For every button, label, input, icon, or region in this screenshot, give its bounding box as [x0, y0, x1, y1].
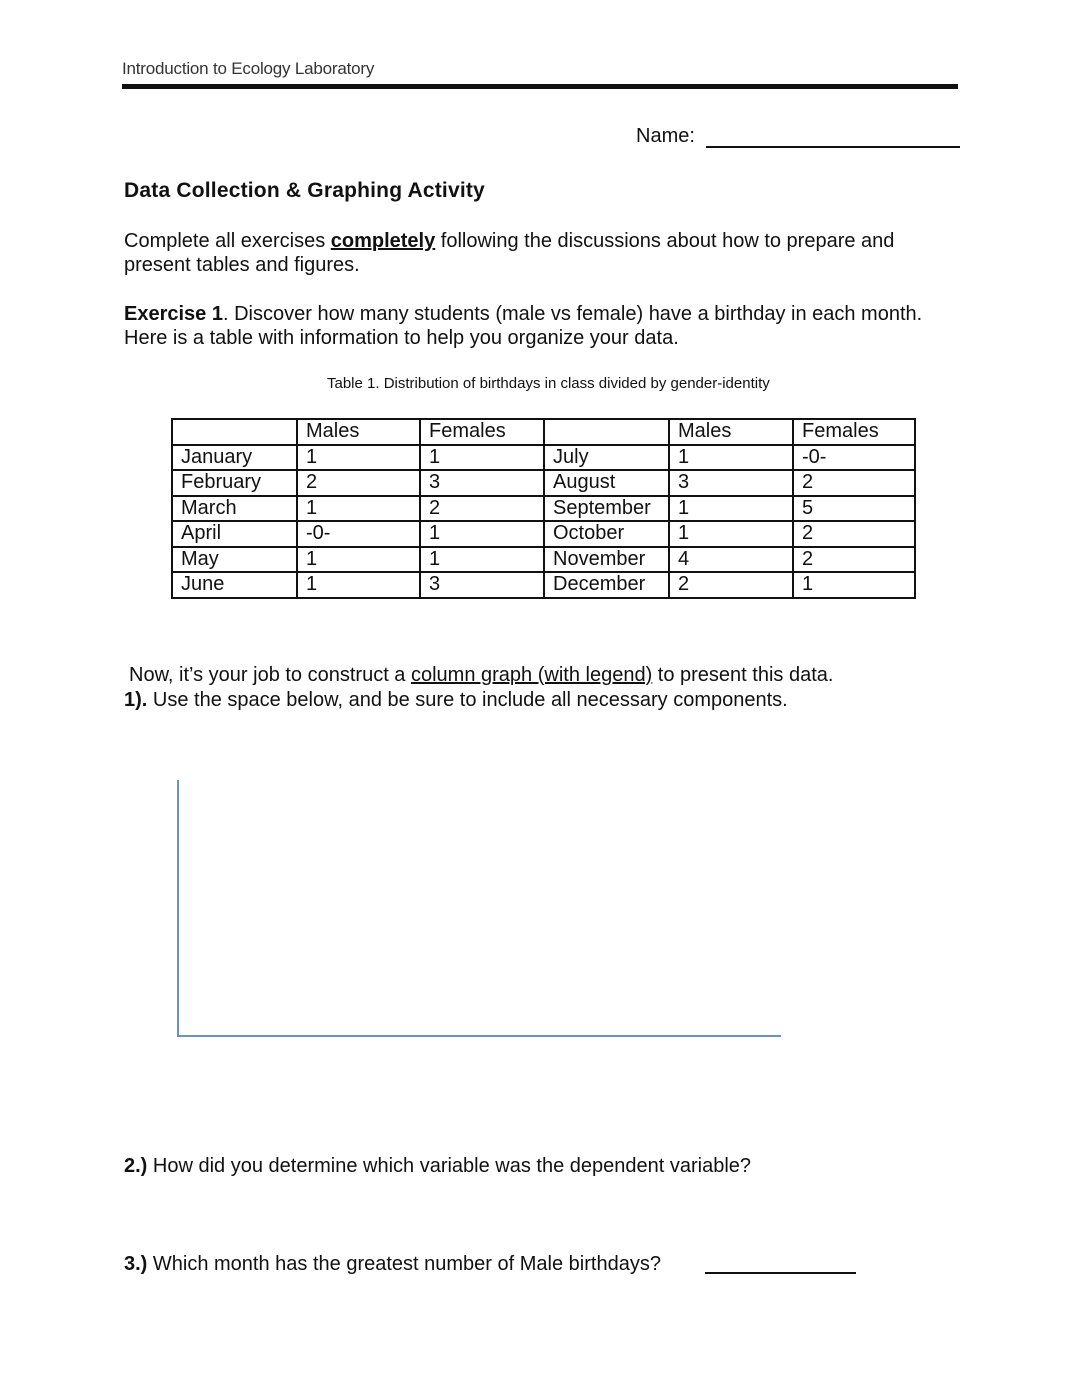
running-header: Introduction to Ecology Laboratory	[122, 59, 375, 78]
table-cell: 3	[420, 470, 544, 496]
table-cell: April	[172, 521, 297, 547]
table-cell: 1	[669, 445, 793, 471]
table-header-cell: Males	[297, 419, 420, 445]
question-2-label: 2.)	[124, 1155, 148, 1177]
table-cell: 2	[669, 572, 793, 598]
graph-prompt-after: to present this data.	[652, 664, 834, 686]
table-cell: 1	[297, 572, 420, 598]
table-header-row	[172, 419, 915, 445]
page-title: Data Collection & Graphing Activity	[124, 179, 485, 202]
exercise1-paragraph	[124, 302, 964, 350]
intro-emphasis: completely	[330, 230, 436, 252]
table-header-cell	[172, 419, 297, 445]
question-3-label: 3.)	[124, 1253, 148, 1275]
table-cell: March	[172, 496, 297, 522]
table-cell: February	[172, 470, 297, 496]
table-cell: June	[172, 572, 297, 598]
table-cell: 3	[669, 470, 793, 496]
table-cell: 1	[420, 547, 544, 573]
table-cell: July	[544, 445, 669, 471]
intro-before: Complete all exercises	[124, 230, 331, 252]
table-cell: 1	[297, 445, 420, 471]
graph-prompt	[129, 663, 969, 687]
question-3-text: Which month has the greatest number of Male birthdays?	[147, 1253, 661, 1275]
table-cell: 2	[793, 521, 915, 547]
table-cell: 1	[420, 521, 544, 547]
exercise1-text: . Discover how many students (male vs female) have a birthday in each month. Here is a table with information to help you organize your data.	[124, 303, 923, 349]
question-2	[124, 1154, 964, 1178]
table-header-cell: Females	[793, 419, 915, 445]
table-cell: -0-	[793, 445, 915, 471]
table-cell: January	[172, 445, 297, 471]
table-cell: September	[544, 496, 669, 522]
graph-type-link: column graph (with legend)	[410, 664, 653, 686]
table-header-cell	[544, 419, 669, 445]
table-row	[172, 572, 915, 598]
table-cell: 3	[420, 572, 544, 598]
intro-paragraph	[124, 229, 964, 277]
table-cell: 1	[297, 547, 420, 573]
table-cell: November	[544, 547, 669, 573]
table-cell: -0-	[297, 521, 420, 547]
table-cell: May	[172, 547, 297, 573]
table-cell: December	[544, 572, 669, 598]
header-rule	[122, 84, 958, 89]
table-cell: 5	[793, 496, 915, 522]
graph-drawing-area[interactable]	[177, 780, 781, 1037]
table-cell: October	[544, 521, 669, 547]
exercise1-label: Exercise 1	[124, 303, 223, 325]
table-row	[172, 445, 915, 471]
table-cell: 1	[420, 445, 544, 471]
table-cell: 1	[793, 572, 915, 598]
table-cell: 2	[420, 496, 544, 522]
question-1-label: 1).	[124, 689, 148, 711]
question-1-text: Use the space below, and be sure to include all necessary components.	[147, 689, 788, 711]
table-cell: 2	[793, 470, 915, 496]
table-caption: Table 1. Distribution of birthdays in class divided by gender-identity	[327, 375, 770, 392]
question-1	[124, 688, 964, 712]
table-cell: 1	[669, 521, 793, 547]
table-header-cell: Males	[669, 419, 793, 445]
table-row	[172, 521, 915, 547]
table-cell: 1	[669, 496, 793, 522]
table-cell: 2	[297, 470, 420, 496]
birthday-table	[171, 418, 916, 599]
question-2-text: How did you determine which variable was the dependent variable?	[147, 1155, 752, 1177]
intro-after: following the discussions about how to prepare and present tables and figures.	[124, 230, 895, 276]
table-cell: August	[544, 470, 669, 496]
name-label: Name:	[636, 125, 695, 147]
table-row	[172, 547, 915, 573]
table-cell: 1	[297, 496, 420, 522]
graph-y-axis	[177, 780, 179, 1036]
name-field-line[interactable]	[706, 146, 960, 148]
graph-prompt-before: Now, it’s your job to construct a	[129, 664, 411, 686]
table-cell: 2	[793, 547, 915, 573]
graph-x-axis	[177, 1035, 781, 1037]
question-3-answer-line[interactable]	[705, 1272, 856, 1274]
table-row	[172, 470, 915, 496]
table-header-cell: Females	[420, 419, 544, 445]
table-row	[172, 496, 915, 522]
table-cell: 4	[669, 547, 793, 573]
